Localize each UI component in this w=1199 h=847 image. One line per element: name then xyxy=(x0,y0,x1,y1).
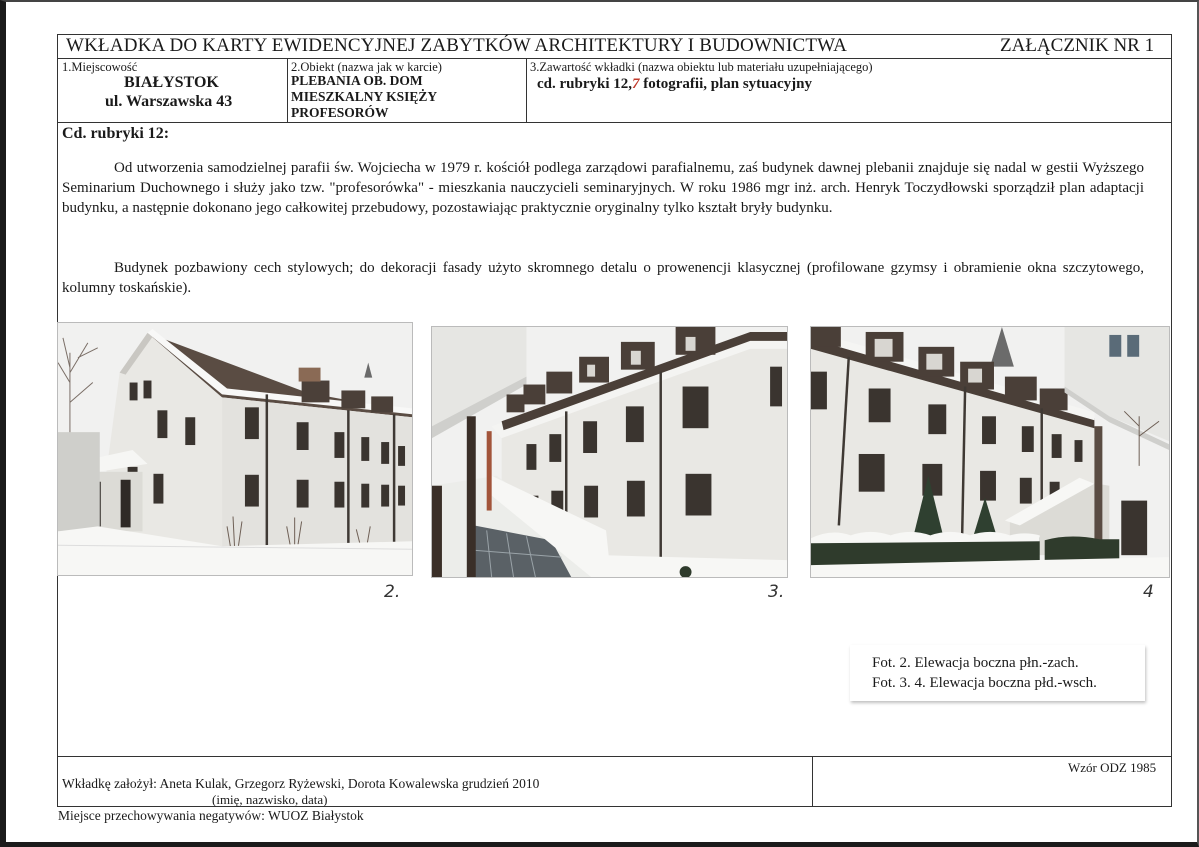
object-line-1: PLEBANIA OB. DOM xyxy=(291,73,423,88)
paragraph-2: Budynek pozbawiony cech stylowych; do dekoracji fasady użyto skromnego detalu o prowenencji klasycznej (profilowane gzymsy i obramienie okna szczytowego, kolumny toskańskie). xyxy=(62,260,1144,296)
photo-number-2: 2. xyxy=(384,582,401,602)
photo-4 xyxy=(810,326,1170,578)
content-value-post: fotografii, plan sytuacyjny xyxy=(639,76,813,92)
section-heading: Cd. rubryki 12: xyxy=(62,125,170,142)
correction-mark: 7 xyxy=(632,76,640,92)
photo-4-image xyxy=(811,327,1169,577)
photo-number-4: 4 xyxy=(1143,582,1154,602)
photo-3 xyxy=(431,326,788,578)
object-label: 2.Obiekt (nazwa jak w karcie) xyxy=(291,60,442,74)
photo-2 xyxy=(57,322,413,576)
field-divider-1 xyxy=(287,58,288,122)
authors-line: Wkładkę założył: Aneta Kulak, Grzegorz Ryżewski, Dorota Kowalewska grudzień 2010 xyxy=(62,776,540,791)
object-line-3: PROFESORÓW xyxy=(291,105,389,120)
fields-rule xyxy=(57,122,1172,123)
annex-number: ZAŁĄCZNIK NR 1 xyxy=(1000,35,1155,56)
authors-hint: (imię, nazwisko, data) xyxy=(212,792,328,807)
photo-number-3: 3. xyxy=(768,582,785,602)
template-label: Wzór ODZ 1985 xyxy=(1068,760,1157,775)
content-value-pre: cd. rubryki 12, xyxy=(537,76,633,92)
paragraph-1: Od utworzenia samodzielnej parafii św. Wojciecha w 1979 r. kościół podlega zarządowi parafialnemu, zaś budynek dawnej plebanii znajduje się nadal w gestii Wyższego Seminarium Duchownego i służy jako tzw. "profesorówka" - mieszkania nauczycieli seminaryjnych. W roku 1986 mgr inż. arch. Henryk Toczydłowski sporządził plan adaptacji budynku, a następnie dokonano jego całkowitej przebudowy, pozostawiając praktycznie oryginalny tylko kształt bryły budynku. xyxy=(62,160,1144,216)
content-value xyxy=(537,76,812,93)
footer-rule xyxy=(57,756,1172,757)
field-divider-2 xyxy=(526,58,527,122)
photo-2-image xyxy=(58,323,412,575)
caption-line-2: Fot. 3. 4. Elewacja boczna płd.-wsch. xyxy=(872,675,1097,691)
place-street: ul. Warszawska 43 xyxy=(105,93,233,110)
object-line-2: MIESZKALNY KSIĘŻY xyxy=(291,89,438,104)
negatives-location: Miejsce przechowywania negatywów: WUOZ Białystok xyxy=(58,808,364,823)
footer-divider xyxy=(812,756,813,807)
place-label: 1.Miejscowość xyxy=(62,60,138,74)
content-label: 3.Zawartość wkładki (nazwa obiektu lub materiału uzupełniającego) xyxy=(530,60,873,74)
caption-box xyxy=(850,645,1145,701)
caption-line-1: Fot. 2. Elewacja boczna płn.-zach. xyxy=(872,655,1079,671)
photo-3-image xyxy=(432,327,787,577)
form-title: WKŁADKA DO KARTY EWIDENCYJNEJ ZABYTKÓW ARCHITEKTURY I BUDOWNICTWA xyxy=(66,35,848,56)
place-city: BIAŁYSTOK xyxy=(124,74,219,91)
